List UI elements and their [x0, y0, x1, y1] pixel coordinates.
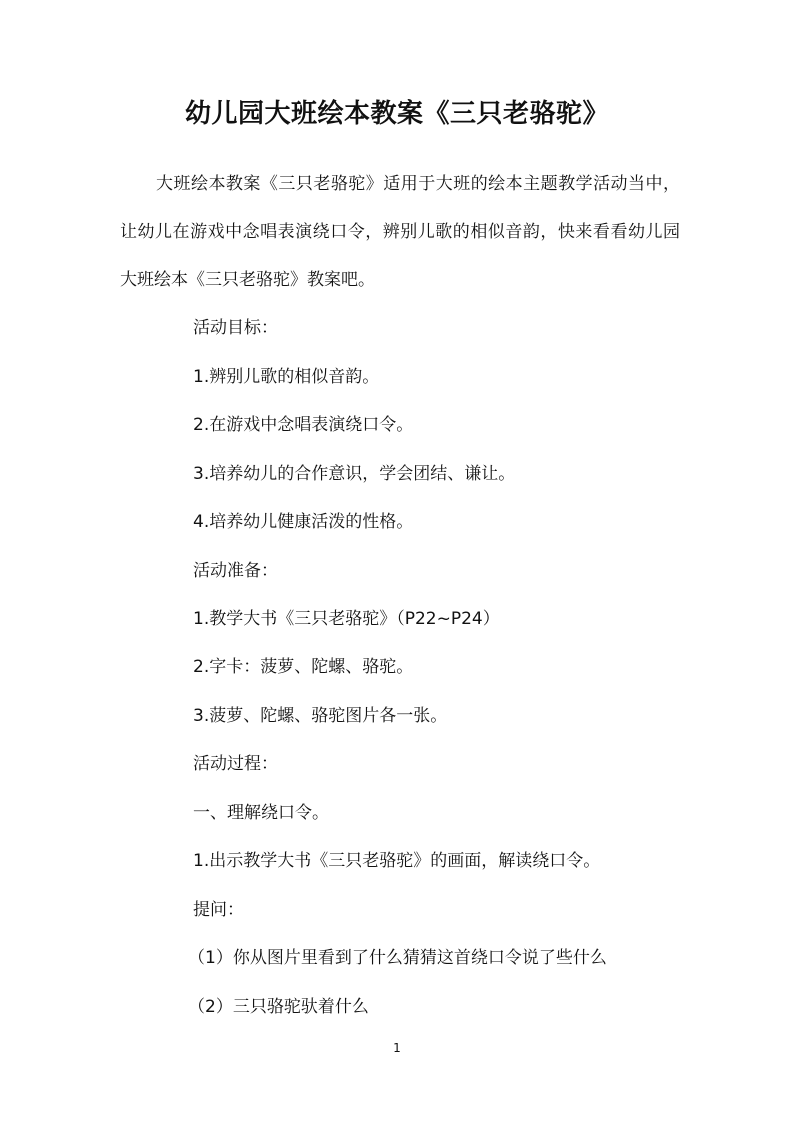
page-title: 幼儿园大班绘本教案《三只老骆驼》: [184, 99, 609, 129]
page-number: 1: [393, 1041, 401, 1055]
goal-item: 4.培养幼儿健康活泼的性格。: [193, 512, 414, 532]
section-heading-goals: 活动目标：: [193, 318, 278, 338]
question-label: 提问：: [193, 900, 244, 920]
goal-item: 2.在游戏中念唱表演绕口令。: [193, 415, 414, 435]
preparation-item: 1.教学大书《三只老骆驼》（P22~P24）: [193, 609, 500, 629]
goal-item: 1.辨别儿歌的相似音韵。: [193, 367, 380, 387]
section-heading-preparation: 活动准备：: [193, 561, 278, 581]
preparation-item: 3.菠萝、陀螺、骆驼图片各一张。: [193, 706, 448, 726]
preparation-item: 2.字卡：菠萝、陀螺、骆驼。: [193, 657, 414, 677]
question-item: （2）三只骆驼驮着什么: [188, 997, 369, 1017]
goal-item: 3.培养幼儿的合作意识，学会团结、谦让。: [193, 464, 516, 484]
process-step-heading: 一、理解绕口令。: [193, 803, 329, 823]
process-item: 1.出示教学大书《三只老骆驼》的画面，解读绕口令。: [193, 851, 601, 871]
intro-paragraph: 大班绘本教案《三只老骆驼》适用于大班的绘本主题教学活动当中，让幼儿在游戏中念唱表演绕口令，辨别儿歌的相似音韵，快来看看幼儿园大班绘本《三只老骆驼》教案吧。: [120, 174, 680, 290]
section-heading-process: 活动过程：: [193, 754, 278, 774]
question-item: （1）你从图片里看到了什么猜猜这首绕口令说了些什么: [188, 948, 607, 968]
